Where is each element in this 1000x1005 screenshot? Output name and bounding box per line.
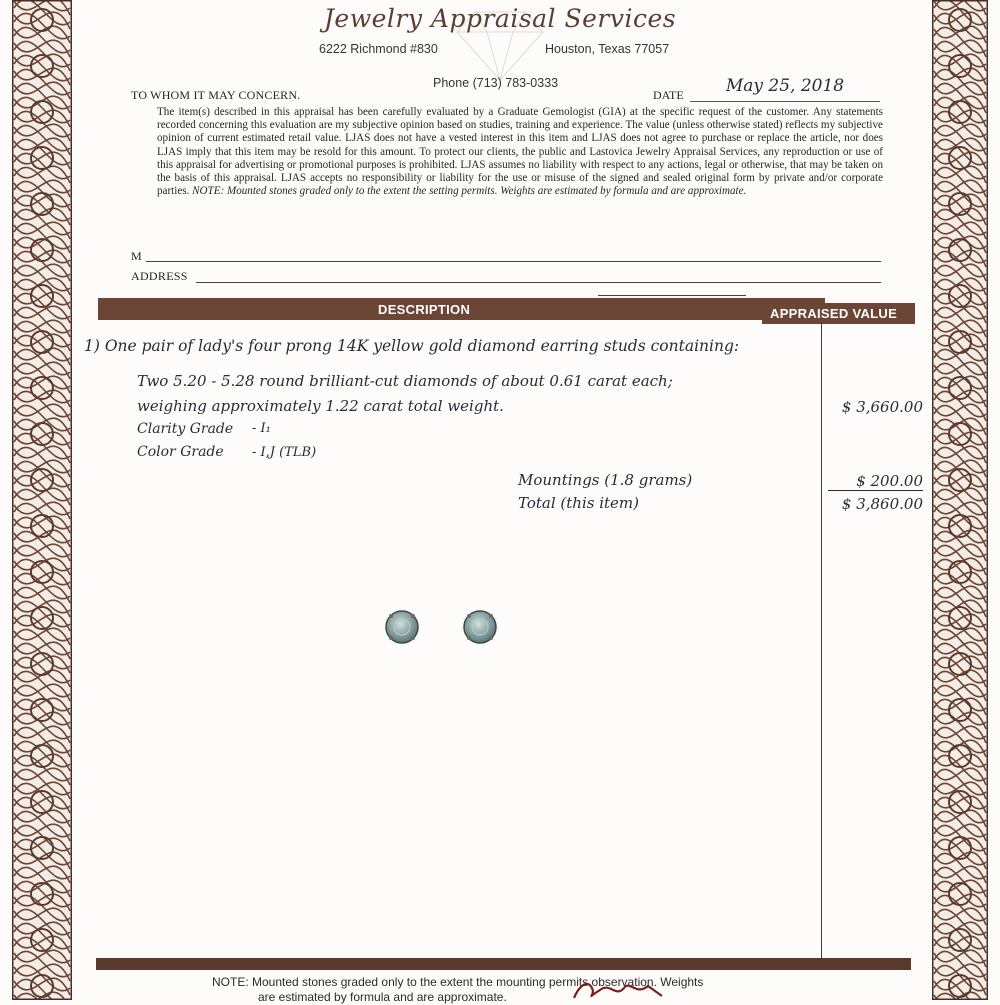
- company-title: Jewelry Appraisal Services: [323, 4, 677, 33]
- disclaimer-note: NOTE: Mounted stones graded only to the extent the setting permits. Weights are estimated by formula and are approximate.: [192, 185, 747, 198]
- earring-right-icon: [464, 611, 496, 643]
- item-line-2: weighing approximately 1.22 carat total weight.: [137, 397, 504, 415]
- item-line-1: Two 5.20 - 5.28 round brilliant-cut diamonds of about 0.61 carat each;: [137, 372, 673, 390]
- footer-note-line-1: NOTE: Mounted stones graded only to the extent the mounting permits observation. Weights: [212, 975, 704, 989]
- address-field-line: [196, 282, 881, 283]
- footer-bar: [96, 958, 911, 970]
- address-label: ADDRESS: [131, 269, 188, 283]
- m-label: M: [131, 249, 142, 263]
- m-field-line: [146, 261, 881, 262]
- company-street: 6222 Richmond #830: [319, 42, 438, 56]
- item-title: 1) One pair of lady's four prong 14K yellow gold diamond earring studs containing:: [84, 337, 740, 355]
- total-label: Total (this item): [518, 494, 639, 512]
- disclaimer-body: The item(s) described in this appraisal has been carefully evaluated by a Graduate Gemologist (GIA) at the specific request of the customer. Any statements recorded concerning this evaluation are my subjective opinion based on studies, training and experience. The value (unless otherwise stated) reflects my subjective opinion of current estimated retail value. LJAS does not have a vested interest in this item and LJAS does not agree to purchase or replace the article, nor does LJAS imply that this item may be resold for this amount. To protect our clients, the public and Lastovica Jewelry Appraisal Services, any reproduction or use of this appraisal for advertising or promotional purposes is prohibited. LJAS assumes no liability with respect to any actions, legal or otherwise, that may be taken on the basis of this appraisal. LJAS accepts no responsibility or liability for the use or misuse of the signed and sealed original form by private and/or corporate parties.: [157, 106, 883, 198]
- appraised-value-header: APPRAISED VALUE: [770, 306, 898, 321]
- decorative-border-left: [12, 0, 72, 1000]
- description-header-bar: [98, 298, 825, 320]
- diamonds-value: $ 3,660.00: [841, 398, 923, 416]
- company-phone: Phone (713) 783-0333: [433, 76, 559, 90]
- mountings-label: Mountings (1.8 grams): [518, 471, 693, 489]
- date-value: May 25, 2018: [725, 76, 845, 96]
- earring-left-icon: [386, 611, 418, 643]
- divider-line: [598, 295, 746, 296]
- date-line: [690, 101, 880, 102]
- decorative-border-right: [932, 0, 988, 1000]
- value-column-divider: [821, 322, 822, 960]
- total-value: $ 3,860.00: [841, 495, 923, 513]
- color-value: - I,J (TLB): [252, 445, 317, 460]
- company-city: Houston, Texas 77057: [545, 42, 670, 56]
- signature: [566, 978, 706, 1005]
- description-header: DESCRIPTION: [378, 302, 471, 317]
- mountings-value: $ 200.00: [828, 472, 923, 491]
- earring-photo: [380, 602, 505, 657]
- clarity-label: Clarity Grade: [137, 421, 234, 437]
- appraised-value-header-bar: [762, 303, 915, 324]
- color-label: Color Grade: [137, 444, 224, 460]
- clarity-value: - I₁: [252, 421, 271, 436]
- date-label: DATE: [653, 88, 684, 102]
- salutation: TO WHOM IT MAY CONCERN.: [131, 88, 301, 102]
- footer-note-line-2: are estimated by formula and are approximate.: [258, 990, 507, 1004]
- disclaimer: [157, 106, 883, 198]
